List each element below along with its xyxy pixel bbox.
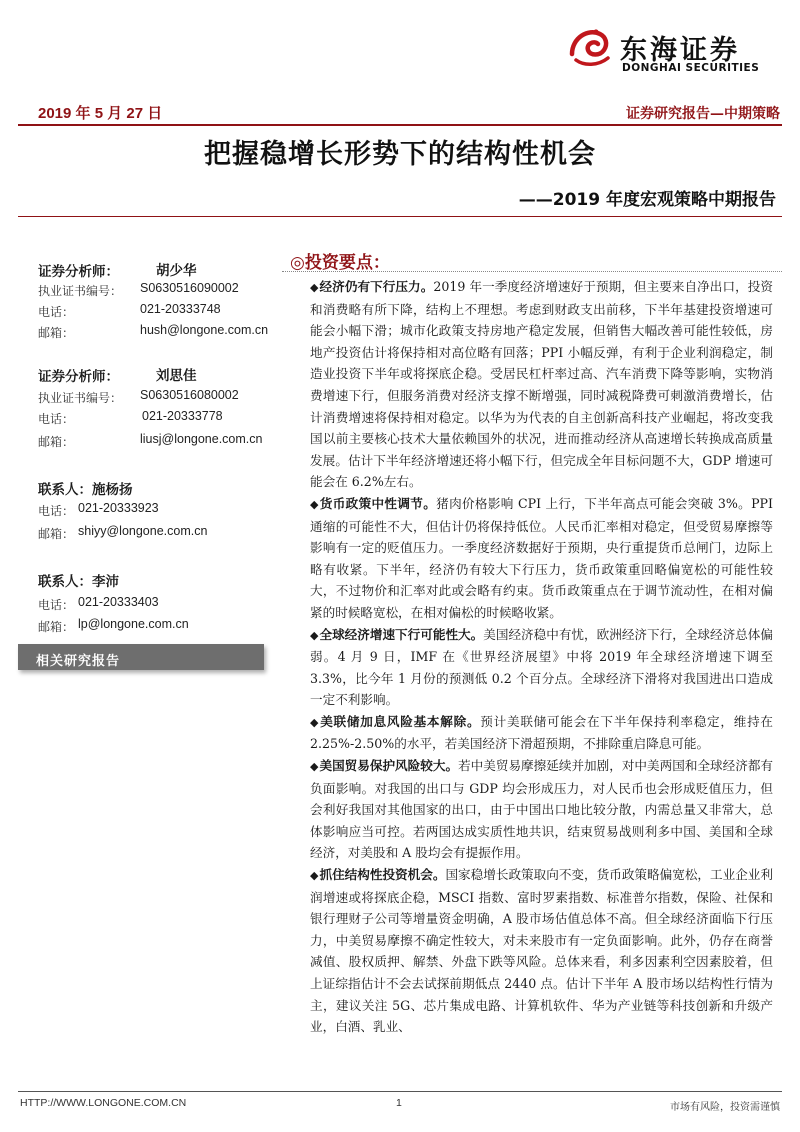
analyst-2-phone-label: 电话：: [38, 412, 75, 426]
invest-point-title: 抓住结构性投资机会。: [319, 867, 446, 883]
contact-1-email[interactable]: shiyy@longone.com.cn: [78, 524, 208, 538]
invest-point: [310, 864, 773, 1038]
analyst-1-email-label: 邮箱：: [38, 326, 75, 340]
brand-name-en: DONGHAI SECURITIES: [622, 62, 760, 74]
contact-1-phone: 021-20333923: [78, 501, 159, 515]
diamond-bullet-icon: ◆: [310, 281, 319, 294]
invest-point: [310, 493, 773, 624]
page-title: 把握稳增长形势下的结构性机会: [204, 139, 596, 170]
invest-point-text: 预计美联储可能会在下半年保持利率稳定，维持在 2.25%-2.50%的水平，若美国经济下滑超预期，不排除重启降息可能。: [310, 713, 774, 752]
invest-point-title: 美联储加息风险基本解除。: [320, 713, 481, 729]
invest-point-title: 美国贸易保护风险较大。: [319, 758, 459, 774]
page-number: 1: [396, 1097, 402, 1109]
invest-point: [310, 711, 773, 755]
footer-url-link[interactable]: HTTP://WWW.LONGONE.COM.CN: [20, 1097, 187, 1109]
analyst-2-phone: 021-20333778: [142, 409, 223, 423]
invest-point-title: 经济仍有下行压力。: [319, 279, 434, 294]
risk-disclaimer: 市场有风险，投资需谨慎: [670, 1102, 780, 1113]
analyst-2-email[interactable]: liusj@longone.com.cn: [140, 432, 263, 446]
analyst-1-cert-label: 执业证书编号：: [38, 284, 123, 298]
invest-points-heading: ◎投资要点：: [290, 253, 390, 273]
invest-point-title: 货币政策中性调节。: [319, 495, 437, 511]
related-reports-label: 相关研究报告: [36, 654, 121, 669]
page-subtitle: ——2019 年度宏观策略中期报告: [518, 190, 776, 210]
invest-point-text: 国家稳增长政策取向不变，货币政策略偏宽松，工业企业利润增速或将探底企稳，MSCI 指数、富时罗素指数、标准普尔指数，保险、社保和银行理财子公司等增量资金明确，A 股市场估值总体不高。但全球经济面临下行压力，中美贸易摩擦不确定性较大，对未来股市有一定负面影响。此外，仍存在商誉减值、股权质押、解禁、外盘下跌等风险。总体来看，利多因素利空因素胶着，但上证综指估计不会去试探前期低点 2440 点。估计下半年 A 股市场以结构性行情为主，建议关注 5G、芯片集成电路、计算机软件、华为产业链等科技创新和升级产业，白酒、乳业、: [310, 867, 773, 1035]
invest-points-list: [310, 276, 773, 1038]
invest-point-text: 2019 年一季度经济增速好于预期，但主要来自净出口，投资和消费略有所下降，结构上不理想。考虑到财政支出前移，下半年基建投资增速可能会小幅下滑；城市化政策支持房地产稳定发展，但销售大幅改善可能性较低，房地产投资估计将保持相对高位略有回落；PPI 小幅反弹，有利于企业利润稳定，制造业投资下半年或将探底企稳。受居民杠杆率过高、汽车消费下降等影响，实物消费增速下行，但服务消费对经济支撑不断增强，同时减税降费可刺激消费增长，估计消费增速将保持相对稳定。以华为为代表的自主创新高科技产业崛起，将改变我国以前主要核心技术大量依赖国外的状况，进而推动经济从高速增长转换成高质量发展。估计下半年经济增速还将小幅下行，但完成全年目标问题不大，GDP 增速可能会在 6.2%左右。: [310, 279, 773, 490]
report-date: 2019 年 5 月 27 日: [38, 105, 163, 122]
analyst-1-phone-label: 电话：: [38, 305, 75, 319]
analyst-2-name: 刘思佳: [156, 368, 197, 384]
analyst-2-email-label: 邮箱：: [38, 435, 75, 449]
analyst-2-cert-label: 执业证书编号：: [38, 391, 123, 405]
analyst-2-role: 证券分析师：: [38, 369, 119, 385]
diamond-bullet-icon: ◆: [310, 715, 320, 729]
contact-2-phone: 021-20333403: [78, 595, 159, 609]
invest-point-text: 猪肉价格影响 CPI 上行，下半年高点可能会突破 3%。PPI 通缩的可能性不大，但估计仍将保持低位。人民币汇率相对稳定，但受贸易摩擦等影响有一定的贬值压力。一季度经济数据好于预期，央行重提货币总闸门，边际上略有收紧。下半年，经济仍有较大下行压力，货币政策重回略偏宽松的可能性较大，不过物价和汇率对此或会略有约束。货币政策重点在于调节流动性，在相对偏紧的时候略宽松，在相对偏松的时候略收紧。: [310, 495, 773, 620]
diamond-bullet-icon: ◆: [310, 869, 319, 883]
footer-divider: [18, 1091, 782, 1092]
contact-1-email-label: 邮箱：: [38, 527, 75, 541]
invest-point-text: 美国经济稳中有忧，欧洲经济下行，全球经济总体偏弱。4 月 9 日，IMF 在《世界经济展望》中将 2019 年全球经济增速下调至 3.3%，比今年 1 月份的预测低 0.2 个百分点。全球经济下滑将对我国进出口造成一定不利影响。: [310, 626, 774, 708]
analyst-1-role: 证券分析师：: [38, 264, 119, 280]
invest-points-divider: [282, 271, 782, 272]
brand-name-cn: 东海证券: [620, 35, 740, 66]
contact-1-head: 联系人：施杨扬: [38, 482, 133, 498]
invest-point: [310, 624, 773, 711]
contact-2-phone-label: 电话：: [38, 598, 75, 612]
donghai-logo-icon: [566, 24, 614, 68]
contact-2-email[interactable]: lp@longone.com.cn: [78, 617, 189, 631]
contact-2-head: 联系人：李沛: [38, 574, 119, 590]
analyst-2-cert: S0630516080002: [140, 388, 239, 402]
title-divider: [18, 216, 782, 217]
invest-point: [310, 755, 773, 864]
analyst-1-phone: 021-20333748: [140, 302, 221, 316]
report-type: 证券研究报告—中期策略: [626, 106, 780, 122]
contact-2-email-label: 邮箱：: [38, 620, 75, 634]
contact-1-phone-label: 电话：: [38, 504, 75, 518]
invest-point-text: 若中美贸易摩擦延续并加剧，对中美两国和全球经济都有负面影响。对我国的出口与 GDP 均会形成压力，对人民币也会形成贬值压力，但会利好我国对其他国家的出口，由于中国出口地比较分散，内需总量又非常大，总体影响应当可控。若两国达成实质性地共识，结束贸易战则利多中国、美国和全球经济，对美股和 A 股均会有提振作用。: [310, 758, 774, 861]
analyst-1-cert: S0630516090002: [140, 281, 239, 295]
invest-point: [310, 276, 773, 493]
analyst-1-name: 胡少华: [156, 263, 197, 279]
analyst-1-email[interactable]: hush@longone.com.cn: [140, 323, 269, 337]
diamond-bullet-icon: ◆: [310, 760, 319, 774]
diamond-bullet-icon: ◆: [310, 628, 319, 642]
diamond-bullet-icon: ◆: [310, 497, 319, 511]
invest-point-title: 全球经济增速下行可能性大。: [319, 626, 484, 642]
